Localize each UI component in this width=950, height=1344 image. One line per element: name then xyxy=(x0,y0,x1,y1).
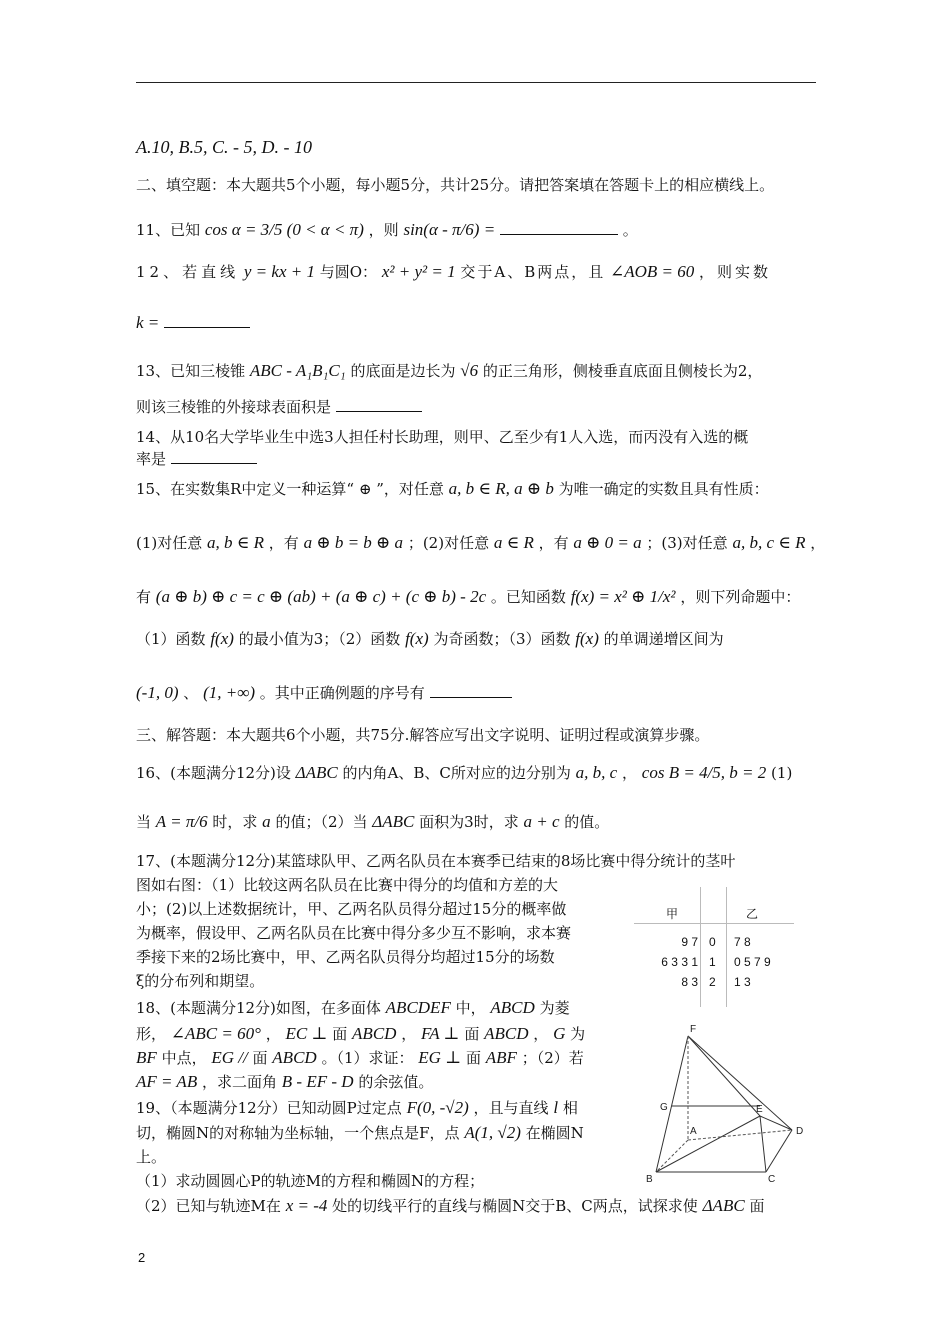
question-17-line5: 季接下来的2场比赛中，甲、乙两名队员得分均超过15分的场数 xyxy=(136,948,555,966)
label-g: G xyxy=(660,1102,668,1113)
stem-row-0-right: 7 8 xyxy=(734,935,751,949)
label-d: D xyxy=(796,1126,804,1137)
polyhedron-figure xyxy=(640,1022,820,1190)
edge-fd xyxy=(688,1036,792,1130)
label-a: A xyxy=(690,1126,697,1137)
question-13-line2: 则该三棱锥的外接球表面积是 xyxy=(136,396,422,418)
question-12: 12、若直线 y = kx + 1 与圆O： x² + y² = 1 交于A、B两点，且 ∠AOB = 60 ，则实数 xyxy=(136,262,772,281)
question-14-line1: 14、从10名大学毕业生中选3人担任村长助理，则甲、乙至少有1人入选，而丙没有入选的概 xyxy=(136,428,749,446)
question-17-line3: 小；(2)以上述数据统计，甲、乙两名队员得分超过15分的概率做 xyxy=(136,900,567,918)
question-18-line1: 18、(本题满分12分)如图，在多面体 ABCDEF 中， ABCD 为菱 xyxy=(136,998,570,1017)
label-c: C xyxy=(768,1174,776,1185)
label-b: B xyxy=(646,1174,653,1185)
question-16-line2: 当 A = π/6 时，求 a 的值；（2）当 ΔABC 面积为3时，求 a + c 的值。 xyxy=(136,812,610,831)
question-18-line2: 形， ∠ABC = 60° ， EC ⊥ 面 ABCD ， FA ⊥ 面 ABCD ， G 为 xyxy=(136,1024,586,1043)
question-17-line1: 17、(本题满分12分)某篮球队甲、乙两名队员在本赛季已结束的8场比赛中得分统计的茎叶 xyxy=(136,852,736,870)
stem-divider-left xyxy=(700,887,701,1007)
question-18-line3: BF 中点， EG // 面 ABCD 。（1）求证： EG ⊥ 面 ABF ；（2）若 xyxy=(136,1048,584,1067)
edge-ad xyxy=(688,1130,792,1140)
stem-row-1-stem: 1 xyxy=(709,955,716,969)
page-number: 2 xyxy=(138,1250,146,1265)
question-19-line4: （1）求动圆圆心P的轨迹M的方程和椭圆N的方程； xyxy=(136,1172,485,1190)
answer-blank-13[interactable] xyxy=(336,397,422,412)
stem-leaf-plot xyxy=(634,887,794,1007)
q11-sin-expr: sin(α - π/6) = xyxy=(403,220,496,239)
answer-blank-15[interactable] xyxy=(430,683,512,698)
q11-cos-expr: cos α = 3/5 (0 < α < π) xyxy=(204,220,364,239)
edge-ec xyxy=(760,1116,766,1172)
question-15-line5: (-1, 0) 、 (1, +∞) 。其中正确例题的序号有 xyxy=(136,680,512,706)
section2-heading: 二、填空题：本大题共5个小题，每小题5分，共计25分。请把答案填在答题卡上的相应横线上。 xyxy=(136,176,775,194)
edge-eb xyxy=(656,1116,760,1172)
question-19-line1: 19、（本题满分12分）已知动圆P过定点 F(0, -√2) ，且与直线 l 相 xyxy=(136,1098,578,1117)
question-17-line2: 图如右图：（1）比较这两名队员在比赛中得分的均值和方差的大 xyxy=(136,876,559,894)
stem-row-1-right: 0 5 7 9 xyxy=(734,955,771,969)
stem-row-0-stem: 0 xyxy=(709,935,716,949)
question-13: 13、已知三棱锥 ABC - A₁B₁C₁ 的底面是边长为 √6 的正三角形，侧棱垂直底面且侧棱长为2， xyxy=(136,361,763,380)
question-12-answer: k = xyxy=(136,312,250,334)
question-15-line1: 15、在实数集R中定义一种运算“ ⊕ ”，对任意 a, b ∈ R, a ⊕ b 为唯一确定的实数且具有性质： xyxy=(136,479,769,498)
question-15-line3: 有 (a ⊕ b) ⊕ c = c ⊕ (ab) + (a ⊕ c) + (c ⊕ b) - 2c 。已知函数 f(x) = x² ⊕ 1/x² ，则下列命题中： xyxy=(136,587,801,606)
answer-blank-14[interactable] xyxy=(171,449,257,464)
question-17-line6: ξ的分布列和期望。 xyxy=(136,972,265,990)
answer-blank-11[interactable] xyxy=(500,220,618,235)
question-17-line4: 为概率，假设甲、乙两名队员在比赛中得分多少互不影响，求本赛 xyxy=(136,924,572,942)
edge-ab xyxy=(656,1140,688,1172)
question-15-properties: (1)对任意 a, b ∈ R ，有 a ⊕ b = b ⊕ a ；(2)对任意 a ∈ R ，有 a ⊕ 0 = a ；(3)对任意 a, b, c ∈ R ， xyxy=(136,533,826,552)
stem-row-2-stem: 2 xyxy=(709,975,716,989)
section3-heading: 三、解答题：本大题共6个小题，共75分.解答应写出文字说明、证明过程或演算步骤。 xyxy=(136,726,710,744)
label-f: F xyxy=(690,1024,697,1035)
options-line: A.10, B.5, C. - 5, D. - 10 xyxy=(136,137,312,157)
question-11: 11、已知 cos α = 3/5 (0 < α < π) ，则 sin(α - π/6) = 。 xyxy=(136,220,638,239)
stem-divider-right xyxy=(726,887,727,1007)
stem-header-yi: 乙 xyxy=(746,907,759,921)
stem-row-2-right: 1 3 xyxy=(734,975,751,989)
question-14-line2: 率是 xyxy=(136,448,257,470)
question-16-line1: 16、(本题满分12分)设 ΔABC 的内角A、B、C所对应的边分别为 a, b, c ， cos B = 4/5, b = 2 (1) xyxy=(136,763,793,782)
header-rule xyxy=(136,82,816,83)
question-15-line4: （1）函数 f(x) 的最小值为3；（2）函数 f(x) 为奇函数；（3）函数 f(x) 的单调递增区间为 xyxy=(136,629,724,648)
label-e: E xyxy=(756,1104,763,1115)
answer-blank-12[interactable] xyxy=(164,313,250,328)
edge-fe xyxy=(688,1036,760,1116)
stem-row-0-left: 9 7 xyxy=(681,935,698,949)
question-19-line2: 切，椭圆N的对称轴为坐标轴，一个焦点是F，点 A(1, √2) 在椭圆N xyxy=(136,1123,584,1142)
question-18-line4: AF = AB ，求二面角 B - EF - D 的余弦值。 xyxy=(136,1072,434,1091)
stem-header-rule xyxy=(634,923,794,924)
edge-cd xyxy=(766,1130,792,1172)
edge-ed xyxy=(760,1116,792,1130)
stem-header-jia: 甲 xyxy=(666,907,679,921)
question-19-line5: （2）已知与轨迹M在 x = -4 处的切线平行的直线与椭圆N交于B、C两点，试探求使 ΔABC 面 xyxy=(136,1196,765,1215)
question-19-line3: 上。 xyxy=(136,1148,167,1166)
polyhedron-svg xyxy=(640,1022,820,1190)
stem-row-2-left: 8 3 xyxy=(681,975,698,989)
stem-row-1-left: 6 3 3 1 xyxy=(661,955,698,969)
